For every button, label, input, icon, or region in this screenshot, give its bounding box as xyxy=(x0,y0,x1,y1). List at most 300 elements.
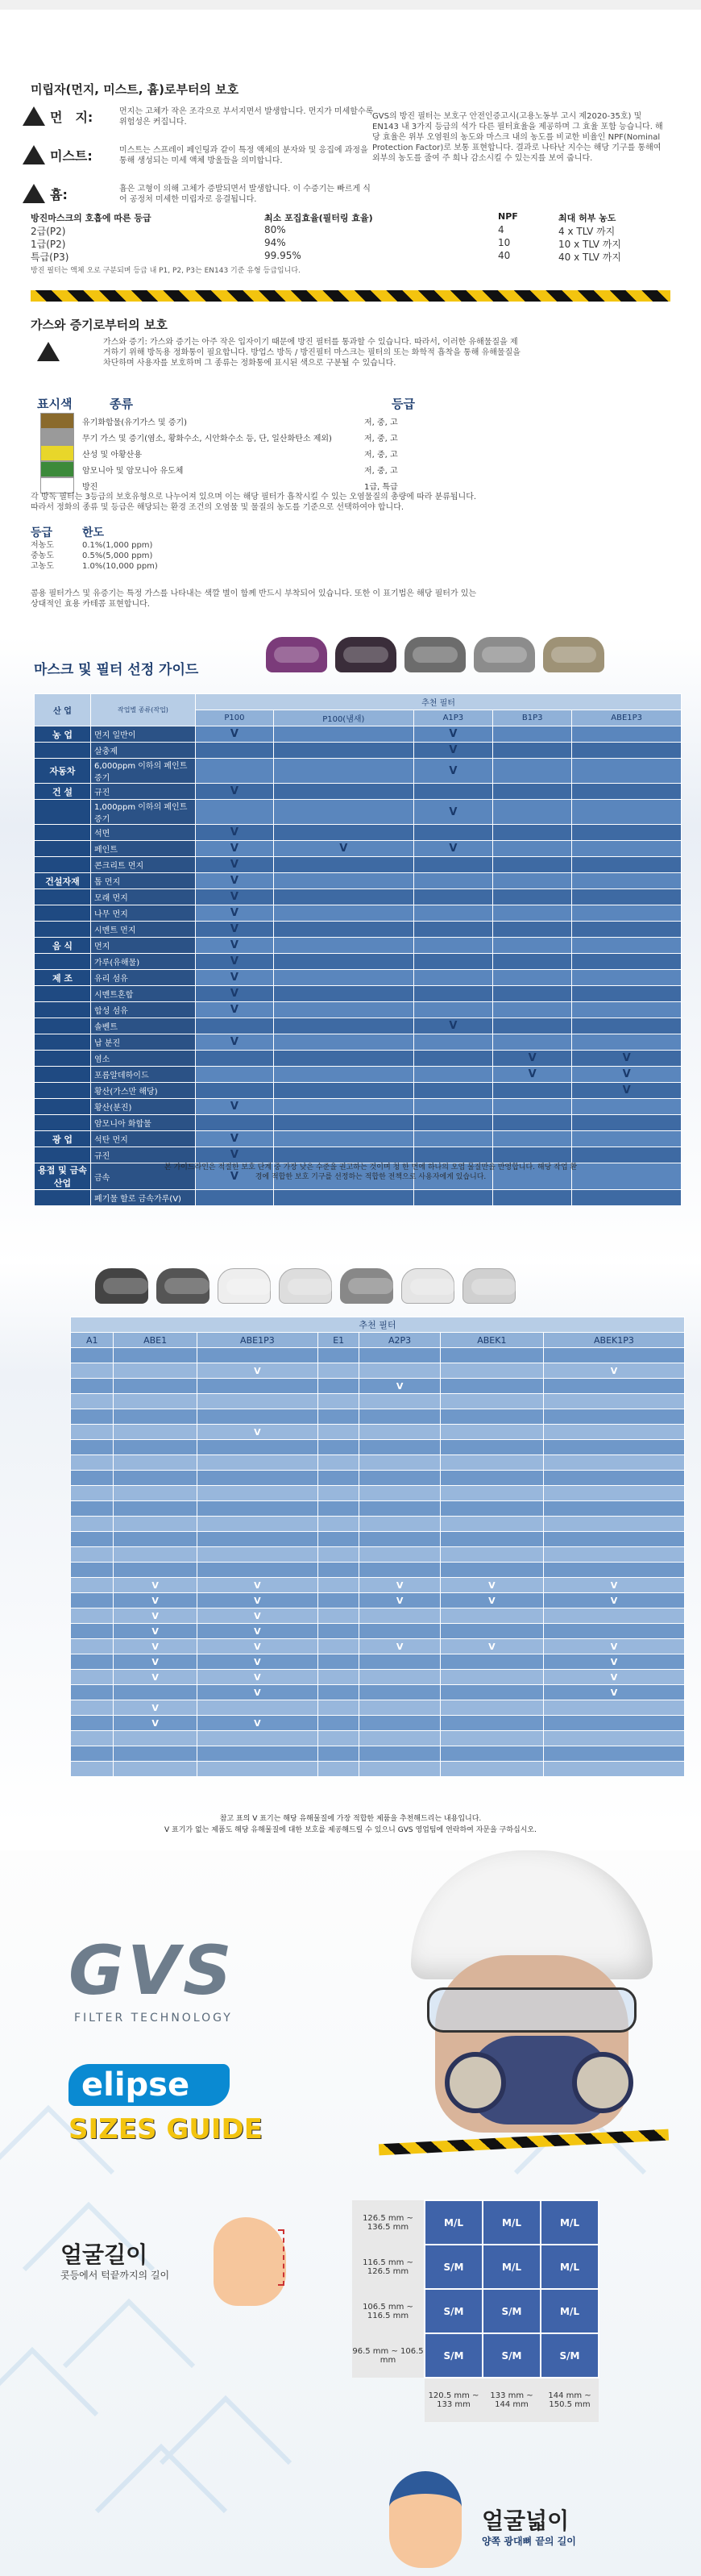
industry-cell xyxy=(35,954,91,970)
table-row xyxy=(35,986,682,1002)
empty-cell xyxy=(493,800,572,825)
face-front-icon xyxy=(389,2471,462,2568)
table-row xyxy=(35,1131,682,1147)
empty-cell xyxy=(359,1563,440,1578)
gas-color-row xyxy=(37,413,488,429)
empty-cell xyxy=(71,1425,114,1440)
task-cell: 납 분진 xyxy=(91,1034,196,1051)
filter-col-head: ABE1 xyxy=(114,1333,197,1348)
check-mark: V xyxy=(114,1654,197,1670)
check-mark: V xyxy=(114,1716,197,1731)
empty-cell xyxy=(440,1608,543,1624)
task-cell: 규진 xyxy=(91,1147,196,1163)
check-mark: V xyxy=(543,1654,684,1670)
gas-type: 방진 xyxy=(82,482,98,492)
empty-cell xyxy=(413,1190,492,1206)
empty-cell xyxy=(114,1379,197,1394)
filter-col-head: ABE1P3 xyxy=(572,710,682,726)
empty-cell xyxy=(359,1394,440,1409)
check-mark: V xyxy=(196,1131,274,1147)
check-mark: V xyxy=(197,1716,317,1731)
empty-cell xyxy=(359,1409,440,1425)
empty-cell xyxy=(572,743,682,759)
size-cell: M/L xyxy=(541,2200,599,2245)
check-mark: V xyxy=(196,905,274,922)
empty-cell xyxy=(71,1639,114,1654)
sizes-section xyxy=(0,1850,701,2576)
col-grade: 등급 xyxy=(392,397,415,411)
empty-cell xyxy=(71,1486,114,1501)
empty-cell xyxy=(359,1624,440,1639)
limit-head: 한도 xyxy=(82,526,105,539)
empty-cell xyxy=(114,1455,197,1471)
empty-cell xyxy=(572,1131,682,1147)
empty-cell xyxy=(440,1746,543,1762)
empty-cell xyxy=(196,1067,274,1083)
gas-grade: 저, 중, 고 xyxy=(364,466,398,476)
empty-cell xyxy=(543,1746,684,1762)
task-cell: 황산(가스만 해당) xyxy=(91,1083,196,1099)
empty-cell xyxy=(440,1517,543,1532)
task-cell: 먼지 일반이 xyxy=(91,726,196,743)
empty-cell xyxy=(196,1018,274,1034)
task-cell: 콘크리트 먼지 xyxy=(91,857,196,873)
guide2-note1: 참고 표의 V 표기는 해당 유해물질에 가장 적합한 제품을 추천해드리는 내용입니다. xyxy=(219,1815,482,1823)
gas-icon xyxy=(37,342,60,361)
empty-cell xyxy=(273,784,413,800)
guide-table xyxy=(34,693,682,1206)
face-width-title: 얼굴넓이 xyxy=(482,2507,570,2534)
empty-cell xyxy=(572,1147,682,1163)
empty-cell xyxy=(114,1394,197,1409)
empty-cell xyxy=(273,986,413,1002)
empty-cell xyxy=(440,1348,543,1363)
model-photo xyxy=(379,1834,685,2133)
filter-col-head: ABEK1 xyxy=(440,1333,543,1348)
empty-cell xyxy=(71,1563,114,1578)
table-row xyxy=(35,743,682,759)
empty-cell xyxy=(273,1051,413,1067)
hazard-item-fume xyxy=(23,184,379,205)
filter-b1p3-icon xyxy=(474,637,535,672)
empty-cell xyxy=(493,1099,572,1115)
empty-cell xyxy=(572,1018,682,1034)
empty-cell xyxy=(71,1455,114,1471)
hazard-label: 미스트: xyxy=(50,148,93,164)
empty-cell xyxy=(196,743,274,759)
elipse-logo xyxy=(68,2064,230,2106)
industry-cell xyxy=(35,922,91,938)
gas-para: 각 방독 필터는 3등급의 보호유형으로 나누어져 있으며 이는 해당 필터가 흡착시킬 수 있는 오염물질의 총량에 따라 분류됩니다. 따라서 정화의 종류 및 등급은 해당되는 환경 조건의 오염물 및 물질의 농도를 기준으로 선택하여야 합니다. xyxy=(31,493,477,512)
table-row xyxy=(71,1731,685,1746)
table-row xyxy=(71,1394,685,1409)
filter-p100-odor-icon xyxy=(335,637,396,672)
size-cell: S/M xyxy=(541,2333,599,2378)
empty-cell xyxy=(493,970,572,986)
size-row xyxy=(352,2289,599,2333)
size-cell: S/M xyxy=(483,2289,541,2333)
empty-cell xyxy=(197,1394,317,1409)
empty-cell xyxy=(413,784,492,800)
empty-cell xyxy=(114,1440,197,1455)
empty-cell xyxy=(317,1624,359,1639)
empty-cell xyxy=(359,1425,440,1440)
fume-icon xyxy=(23,184,45,203)
color-swatch xyxy=(40,445,74,461)
table-row xyxy=(71,1654,685,1670)
check-mark: V xyxy=(413,759,492,784)
empty-cell xyxy=(273,1083,413,1099)
empty-cell xyxy=(493,905,572,922)
empty-cell xyxy=(440,1762,543,1777)
empty-cell xyxy=(572,873,682,889)
empty-cell xyxy=(196,1083,274,1099)
check-mark: V xyxy=(413,1018,492,1034)
empty-cell xyxy=(572,800,682,825)
hazard-stripe xyxy=(31,290,670,302)
table-row xyxy=(35,1115,682,1131)
empty-cell xyxy=(440,1486,543,1501)
table-row xyxy=(35,954,682,970)
check-mark: V xyxy=(196,1034,274,1051)
empty-cell xyxy=(493,1034,572,1051)
empty-cell xyxy=(359,1654,440,1670)
empty-cell xyxy=(71,1440,114,1455)
empty-cell xyxy=(493,726,572,743)
table-row xyxy=(71,1517,685,1532)
task-cell: 톱 먼지 xyxy=(91,873,196,889)
table-row xyxy=(71,1409,685,1425)
empty-cell xyxy=(317,1532,359,1547)
empty-cell xyxy=(572,841,682,857)
empty-cell xyxy=(114,1501,197,1517)
industry-head: 산 업 xyxy=(35,694,91,726)
face-length-range: 106.5 mm ~ 116.5 mm xyxy=(352,2289,425,2333)
check-mark: V xyxy=(440,1578,543,1593)
task-cell: 1,000ppm 이하의 페인트 증기 xyxy=(91,800,196,825)
check-mark: V xyxy=(493,1051,572,1067)
empty-cell xyxy=(317,1363,359,1379)
empty-cell xyxy=(71,1624,114,1639)
industry-cell: 자동차 xyxy=(35,759,91,784)
empty-cell xyxy=(273,873,413,889)
table-row xyxy=(35,938,682,954)
empty-cell xyxy=(114,1348,197,1363)
empty-cell xyxy=(359,1547,440,1563)
empty-cell xyxy=(317,1700,359,1716)
empty-cell xyxy=(572,857,682,873)
empty-cell xyxy=(317,1563,359,1578)
empty-cell xyxy=(572,938,682,954)
table-row xyxy=(71,1379,685,1394)
empty-cell xyxy=(71,1348,114,1363)
empty-cell xyxy=(440,1532,543,1547)
face-length-title: 얼굴길이 xyxy=(60,2241,148,2268)
check-mark: V xyxy=(197,1593,317,1608)
filter-col-head: A2P3 xyxy=(359,1333,440,1348)
check-mark: V xyxy=(196,970,274,986)
filter-col-head: ABEK1P3 xyxy=(543,1333,684,1348)
check-mark: V xyxy=(197,1685,317,1700)
empty-cell xyxy=(273,938,413,954)
empty-cell xyxy=(543,1471,684,1486)
empty-cell xyxy=(413,1131,492,1147)
table-row xyxy=(35,759,682,784)
col-head: 최대 허부 농도 xyxy=(558,213,616,223)
hazard-section xyxy=(0,0,701,339)
filter-e1-icon xyxy=(279,1268,332,1304)
gas-type: 산성 및 아황산용 xyxy=(82,450,142,460)
color-swatch xyxy=(40,461,74,477)
industry-cell xyxy=(35,986,91,1002)
size-cell: S/M xyxy=(425,2333,483,2378)
filter-col-head: A1P3 xyxy=(413,710,492,726)
empty-cell xyxy=(317,1517,359,1532)
empty-cell xyxy=(71,1746,114,1762)
empty-cell xyxy=(543,1517,684,1532)
empty-cell xyxy=(197,1486,317,1501)
gvs-logo: GVS xyxy=(68,1931,235,2010)
empty-cell xyxy=(71,1593,114,1608)
empty-cell xyxy=(440,1731,543,1746)
empty-cell xyxy=(317,1486,359,1501)
industry-cell xyxy=(35,1115,91,1131)
empty-cell xyxy=(114,1517,197,1532)
empty-cell xyxy=(572,759,682,784)
filter-col-head: ABE1P3 xyxy=(197,1333,317,1348)
empty-cell xyxy=(493,784,572,800)
industry-cell xyxy=(35,1067,91,1083)
task-cell: 가루(유해물) xyxy=(91,954,196,970)
empty-cell xyxy=(273,857,413,873)
empty-cell xyxy=(71,1578,114,1593)
empty-cell xyxy=(413,1115,492,1131)
filter-col-head: E1 xyxy=(317,1333,359,1348)
empty-cell xyxy=(114,1363,197,1379)
task-cell: 시멘트 먼지 xyxy=(91,922,196,938)
table-row xyxy=(35,800,682,825)
empty-cell xyxy=(71,1700,114,1716)
gas-type: 암모니아 및 암모니아 유도체 xyxy=(82,466,184,476)
check-mark: V xyxy=(196,986,274,1002)
empty-cell xyxy=(197,1762,317,1777)
check-mark: V xyxy=(114,1593,197,1608)
color-swatch xyxy=(40,477,74,493)
empty-cell xyxy=(359,1700,440,1716)
hazard-item-mist xyxy=(23,145,379,166)
table-row xyxy=(35,784,682,800)
task-cell: 나무 먼지 xyxy=(91,905,196,922)
filter-a1-icon xyxy=(95,1268,148,1304)
empty-cell xyxy=(197,1532,317,1547)
check-mark: V xyxy=(114,1608,197,1624)
empty-cell xyxy=(359,1685,440,1700)
check-mark: V xyxy=(572,1051,682,1067)
check-mark: V xyxy=(196,841,274,857)
empty-cell xyxy=(413,857,492,873)
filter-a2p3-icon xyxy=(340,1268,393,1304)
table-row xyxy=(71,1348,685,1363)
check-mark: V xyxy=(413,800,492,825)
industry-cell xyxy=(35,1002,91,1018)
empty-cell xyxy=(440,1409,543,1425)
industry-cell xyxy=(35,1099,91,1115)
gas-foot: 콤용 필터가스 및 유증기는 특정 가스를 나타내는 색깔 별이 함께 반드시 부착되어 있습니다. 또한 이 표기법은 해당 필터가 있는 상대적인 효용 카테콤 표현합니다. xyxy=(31,589,477,609)
gas-section xyxy=(0,314,701,645)
empty-cell xyxy=(71,1363,114,1379)
empty-cell xyxy=(359,1517,440,1532)
empty-cell xyxy=(440,1547,543,1563)
empty-cell xyxy=(440,1471,543,1486)
empty-cell xyxy=(543,1440,684,1455)
industry-cell: 농 업 xyxy=(35,726,91,743)
empty-cell xyxy=(413,938,492,954)
gas-color-list xyxy=(37,413,488,493)
empty-cell xyxy=(196,1051,274,1067)
empty-cell xyxy=(440,1654,543,1670)
empty-cell xyxy=(317,1731,359,1746)
filter-abe1p3-icon xyxy=(543,637,604,672)
empty-cell xyxy=(493,1018,572,1034)
check-mark: V xyxy=(543,1593,684,1608)
check-mark: V xyxy=(114,1639,197,1654)
table-row xyxy=(35,873,682,889)
empty-cell xyxy=(273,954,413,970)
face-width-sub: 양쪽 광대뼈 끝의 길이 xyxy=(482,2536,576,2547)
industry-cell xyxy=(35,905,91,922)
filter-abek1p3-icon xyxy=(462,1268,516,1304)
check-mark: V xyxy=(196,1002,274,1018)
table-row xyxy=(35,726,682,743)
table-row xyxy=(35,1002,682,1018)
check-mark: V xyxy=(543,1578,684,1593)
check-mark: V xyxy=(114,1700,197,1716)
empty-cell xyxy=(71,1670,114,1685)
table-row xyxy=(71,1363,685,1379)
empty-cell xyxy=(543,1394,684,1409)
empty-cell xyxy=(273,1131,413,1147)
empty-cell xyxy=(359,1471,440,1486)
check-mark: V xyxy=(196,784,274,800)
grade-row: 고농도 1.0%(10,000 ppm) xyxy=(31,562,158,571)
empty-cell xyxy=(196,1190,274,1206)
empty-cell xyxy=(493,857,572,873)
empty-cell xyxy=(196,800,274,825)
industry-cell xyxy=(35,857,91,873)
filter-abe1p3-icon xyxy=(218,1268,271,1304)
empty-cell xyxy=(572,889,682,905)
industry-cell xyxy=(35,1018,91,1034)
empty-cell xyxy=(493,743,572,759)
empty-cell xyxy=(572,825,682,841)
empty-cell xyxy=(196,759,274,784)
empty-cell xyxy=(440,1379,543,1394)
empty-cell xyxy=(413,954,492,970)
empty-cell xyxy=(493,1190,572,1206)
check-mark: V xyxy=(572,1083,682,1099)
empty-cell xyxy=(493,841,572,857)
industry-cell: 제 조 xyxy=(35,970,91,986)
table-row xyxy=(35,841,682,857)
check-mark: V xyxy=(543,1363,684,1379)
task-cell: 석면 xyxy=(91,825,196,841)
empty-cell xyxy=(71,1716,114,1731)
empty-cell xyxy=(359,1716,440,1731)
gas-grade: 저, 중, 고 xyxy=(364,418,398,427)
empty-cell xyxy=(71,1762,114,1777)
gas-color-row xyxy=(37,477,488,493)
empty-cell xyxy=(543,1409,684,1425)
face-length-arrow-icon xyxy=(278,2229,284,2286)
hazard-label: 먼 지: xyxy=(50,109,93,125)
empty-cell xyxy=(273,759,413,784)
size-cell: M/L xyxy=(425,2200,483,2245)
empty-cell xyxy=(317,1394,359,1409)
empty-cell xyxy=(493,1131,572,1147)
table-row xyxy=(71,1762,685,1777)
industry-cell: 건 설 xyxy=(35,784,91,800)
dust-icon xyxy=(23,106,45,126)
empty-cell xyxy=(440,1716,543,1731)
empty-cell xyxy=(114,1685,197,1700)
empty-cell xyxy=(413,970,492,986)
guide2-table xyxy=(70,1317,685,1777)
check-mark: V xyxy=(196,726,274,743)
check-mark: V xyxy=(196,857,274,873)
empty-cell xyxy=(317,1654,359,1670)
empty-cell xyxy=(543,1532,684,1547)
empty-cell xyxy=(114,1532,197,1547)
task-cell: 합성 섬유 xyxy=(91,1002,196,1018)
empty-cell xyxy=(543,1425,684,1440)
task-cell: 폐기물 할로 금속가루(V) xyxy=(91,1190,196,1206)
empty-cell xyxy=(572,986,682,1002)
empty-cell xyxy=(543,1379,684,1394)
task-cell: 암모니아 화합물 xyxy=(91,1115,196,1131)
industry-cell xyxy=(35,1034,91,1051)
guide2-note2: V 표기가 없는 제품도 해당 유해물질에 대한 보호를 제공해드릴 수 있으니 GVS 영업팀에 연락하여 자문을 구하십시오. xyxy=(164,1826,537,1834)
empty-cell xyxy=(493,1147,572,1163)
face-length-range: 96.5 mm ~ 106.5 mm xyxy=(352,2333,425,2378)
empty-cell xyxy=(273,825,413,841)
empty-cell xyxy=(572,726,682,743)
check-mark: V xyxy=(196,873,274,889)
table-row xyxy=(71,1455,685,1471)
industry-cell: 용접 및 금속 산업 xyxy=(35,1163,91,1190)
size-table xyxy=(352,2199,599,2422)
table-row xyxy=(35,970,682,986)
gas-color-row xyxy=(37,461,488,477)
size-cell: M/L xyxy=(483,2245,541,2289)
color-swatch xyxy=(40,429,74,445)
col-head: NPF xyxy=(498,211,518,222)
check-mark: V xyxy=(196,825,274,841)
empty-cell xyxy=(440,1363,543,1379)
filter-efficiency-text: GVS의 방진 필터는 보호구 안전인증고시(고용노동부 고시 제2020-35호) 및 EN143 내 3가지 등급의 석가 다른 필터효율을 제공하며 그 효율 포함 능습니다. 해당 효율은 위부 오염원의 농도와 마스크 내의 농도를 비교한 비율인 NPF(Nominal Protection Factor)로 보통 표현합니다. 결과로 나타난 지수는 해당 기구를 통해여 외부의 농도를 줄여 주 희나 감소시킬 수 있는지를 보여 줍니다. xyxy=(372,112,663,163)
empty-cell xyxy=(114,1425,197,1440)
empty-cell xyxy=(71,1685,114,1700)
empty-cell xyxy=(413,1147,492,1163)
empty-cell xyxy=(359,1348,440,1363)
empty-cell xyxy=(317,1501,359,1517)
empty-cell xyxy=(273,889,413,905)
check-mark: V xyxy=(196,922,274,938)
hazard-text: 흄은 고형이 의해 고체가 증발되면서 발생합니다. 이 수증기는 빠르게 식어 공정처 미세한 미립자로 응결됩니다. xyxy=(119,185,371,204)
empty-cell xyxy=(413,1002,492,1018)
color-swatch xyxy=(40,413,74,429)
check-mark: V xyxy=(359,1578,440,1593)
empty-cell xyxy=(359,1608,440,1624)
